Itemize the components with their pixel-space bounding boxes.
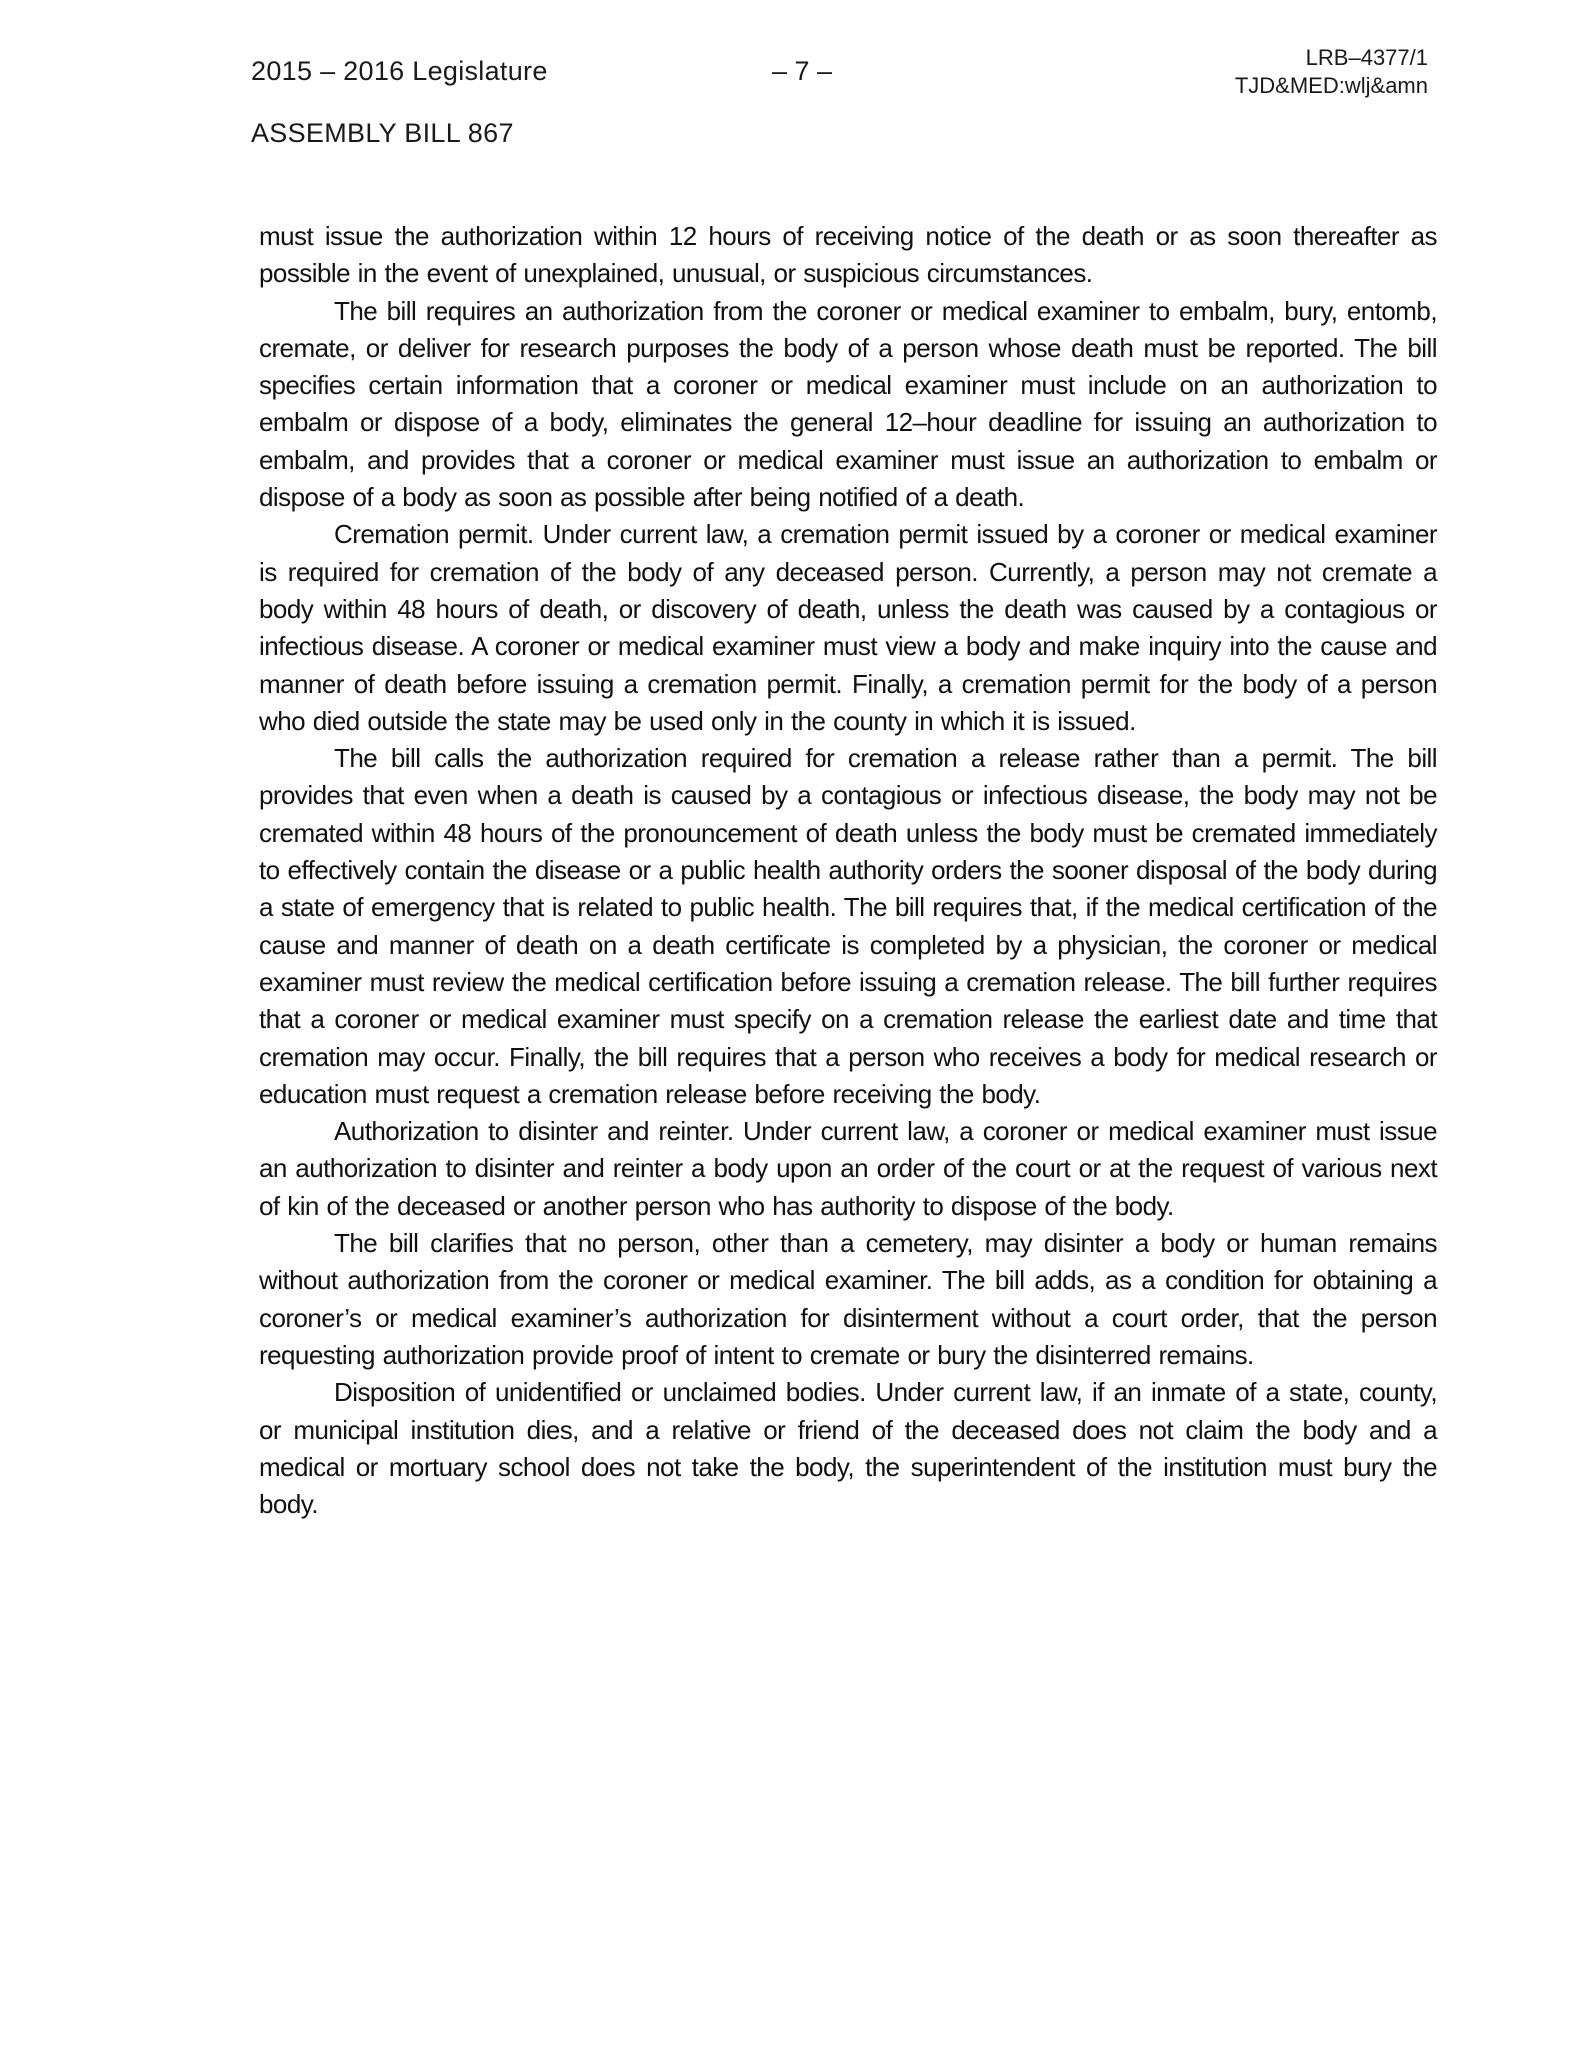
paragraph-text: must issue the authorization within 12 hours of receiving notice of the death or as soon thereafter as possible in the event of unexplained, unusual, or suspicious circumstances. <box>259 221 1437 289</box>
paragraph-continuation <box>259 218 1437 293</box>
paragraph-disinter-reinter <box>259 1113 1437 1225</box>
paragraph-authorization <box>259 293 1437 517</box>
drafter-code: TJD&MED:wlj&amn <box>1234 73 1428 98</box>
analysis-body <box>259 218 1437 1523</box>
paragraph-text: Authorization to disinter and reinter. Under current law, a coroner or medical examiner must issue an authorization to disinter and reinter a body upon an order of the court or at the request of various next of kin of the deceased or another person who has authority to dispose of the body. <box>259 1116 1437 1221</box>
document-reference <box>1235 44 1428 100</box>
paragraph-cremation-release <box>259 740 1437 1113</box>
page-number: – 7 – <box>772 56 833 86</box>
bill-title: ASSEMBLY BILL 867 <box>251 118 514 148</box>
paragraph-text: Cremation permit. Under current law, a cremation permit issued by a coroner or medical examiner is required for cremation of the body of any deceased person. Currently, a person may not cremate a body within 48 hours of death, or discovery of death, unless the death was caused by a contagious or infectious disease. A coroner or medical examiner must view a body and make inquiry into the cause and manner of death before issuing a cremation permit. Finally, a cremation permit for the body of a person who died outside the state may be used only in the county in which it is issued. <box>259 519 1437 736</box>
paragraph-unclaimed-bodies <box>259 1374 1437 1523</box>
paragraph-text: Disposition of unidentified or unclaimed bodies. Under current law, if an inmate of a state, county, or municipal institution dies, and a relative or friend of the deceased does not claim the body and a medical or mortuary school does not take the body, the superintendent of the institution must bury the body. <box>259 1377 1437 1520</box>
paragraph-text: The bill calls the authorization required for cremation a release rather than a permit. The bill provides that even when a death is caused by a contagious or infectious disease, the body may not be cremated within 48 hours of the pronouncement of death unless the body must be cremated immediately to effectively contain the disease or a public health authority orders the sooner disposal of the body during a state of emergency that is related to public health. The bill requires that, if the medical certification of the cause and manner of death on a death certificate is completed by a physician, the coroner or medical examiner must review the medical certification before issuing a cremation release. The bill further requires that a coroner or medical examiner must specify on a cremation release the earliest date and time that cremation may occur. Finally, the bill requires that a person who receives a body for medical research or education must request a cremation release before receiving the body. <box>259 743 1437 1109</box>
lrb-number: LRB–4377/1 <box>1305 45 1428 70</box>
paragraph-disinter-clarification <box>259 1225 1437 1374</box>
paragraph-text: The bill clarifies that no person, other than a cemetery, may disinter a body or human remains without authorization from the coroner or medical examiner. The bill adds, as a condition for obtaining a coroner’s or medical examiner’s authorization for disinterment without a court order, that the person requesting authorization provide proof of intent to cremate or bury the disinterred remains. <box>259 1228 1437 1370</box>
paragraph-cremation-permit <box>259 516 1437 740</box>
legislative-session: 2015 – 2016 Legislature <box>251 56 548 86</box>
paragraph-text: The bill requires an authorization from the coroner or medical examiner to embalm, bury, entomb, cremate, or deliver for research purposes the body of a person whose death must be reported. The bill specifies certain information that a coroner or medical examiner must include on an authorization to embalm or dispose of a body, eliminates the general 12–hour deadline for issuing an authorization to embalm, and provides that a coroner or medical examiner must issue an authorization to embalm or dispose of a body as soon as possible after being notified of a death. <box>259 295 1437 513</box>
